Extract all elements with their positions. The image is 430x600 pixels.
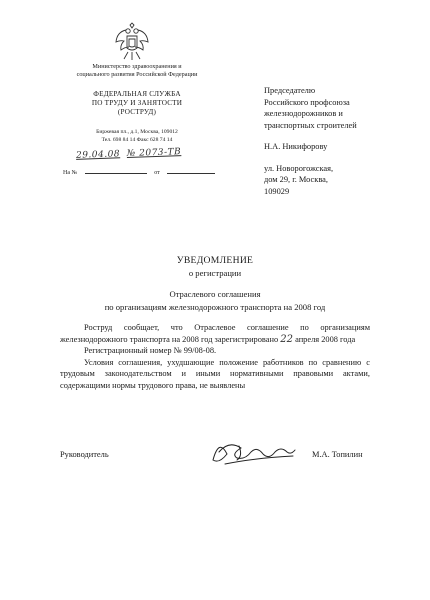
subject-line-1: Отраслевого соглашения [169, 289, 261, 299]
state-emblem-icon [113, 22, 151, 62]
addressee-line-2: Российского профсоюза [264, 97, 350, 107]
paragraph-1-start: Роструд сообщает, что Отраслевое соглашение по организациям железнодорожного транспорта на 2008 год зарегистрировано [60, 323, 370, 344]
document-subtitle: о регистрации [188, 268, 242, 278]
sender-address-line-1: Биржевая пл., д.1, Москва, 109012 [96, 129, 178, 135]
ministry-name [62, 63, 212, 79]
paragraph-conditions: Условия соглашения, ухудшающие положение работников по сравнению с трудовым законодательством и иными нормативными правовыми актами, содержащими нормы трудового права, не выявлены [60, 357, 370, 390]
addressee-street: ул. Новорогожская, [264, 163, 334, 173]
addressee-line-4: транспортных строителей [264, 120, 357, 130]
addressee-name: Н.А. Никифорову [264, 142, 328, 151]
signer-name: М.А. Топилин [312, 450, 363, 459]
addressee-postcode: 109029 [264, 186, 290, 196]
paragraph-1-end: апреля 2008 года [295, 334, 356, 344]
document-title: УВЕДОМЛЕНИЕ [176, 255, 254, 266]
spacer [264, 153, 424, 163]
handwritten-number: № 2073-ТВ [126, 147, 182, 160]
ref-prefix: На № [63, 170, 78, 176]
sender-address [62, 128, 212, 144]
addressee-house-city: дом 29, г. Москва, [264, 175, 328, 184]
signer-role: Руководитель [60, 450, 109, 459]
ref-date-blank [167, 172, 215, 174]
ministry-line-1: Министерство здравоохранения и [92, 63, 182, 70]
handwritten-signature [205, 430, 305, 475]
paragraph-reg-number: Регистрационный номер № 99/08-08. [84, 346, 217, 356]
sender-contacts: Тел. 698 84 14 Факс 628 74 14 [101, 137, 173, 143]
service-name [62, 90, 212, 117]
service-line-3: (РОСТРУД) [117, 108, 157, 116]
ministry-line-2: социального развития Российской Федерации [76, 71, 198, 78]
addressee-line-1: Председателю [264, 86, 316, 95]
handwritten-date: 29.04.08 [75, 149, 121, 161]
ref-number-blank [85, 172, 147, 174]
spacer [264, 131, 424, 141]
service-line-2: ПО ТРУДУ И ЗАНЯТОСТИ [91, 99, 183, 107]
handwritten-day: 22 [280, 333, 293, 345]
paragraph-registration [60, 322, 370, 345]
reference-line [63, 170, 221, 176]
ref-from: от [154, 170, 160, 176]
addressee-line-3: железнодорожников и [264, 109, 343, 118]
subject-line-2: по организациям железнодорожного транспорта на 2008 год [104, 302, 326, 312]
service-line-1: ФЕДЕРАЛЬНАЯ СЛУЖБА [93, 90, 181, 98]
addressee-block [264, 85, 424, 197]
letter-body [60, 322, 370, 392]
handwritten-outgoing-ref [76, 147, 182, 161]
